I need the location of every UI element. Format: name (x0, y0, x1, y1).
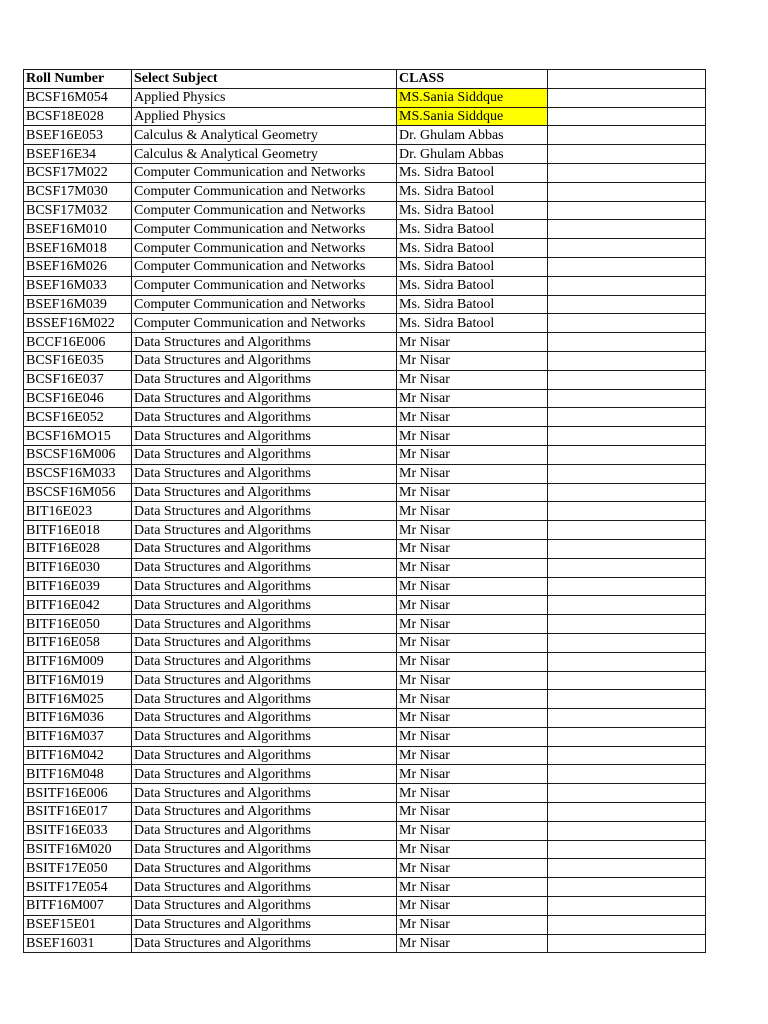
table-row (24, 88, 706, 107)
table-row (24, 765, 706, 784)
table-row (24, 539, 706, 558)
empty-cell (548, 351, 706, 370)
table-row (24, 709, 706, 728)
table-row (24, 163, 706, 182)
empty-cell (548, 840, 706, 859)
subject-cell: Data Structures and Algorithms (132, 615, 397, 634)
subject-cell: Data Structures and Algorithms (132, 897, 397, 916)
empty-cell (548, 821, 706, 840)
class-cell: Mr Nisar (397, 709, 548, 728)
table-header (24, 70, 706, 89)
table-row (24, 427, 706, 446)
roll-number-cell: BSEF16M026 (24, 257, 132, 276)
table-row (24, 521, 706, 540)
table-row (24, 145, 706, 164)
table-row (24, 859, 706, 878)
empty-cell (548, 333, 706, 352)
table-row (24, 107, 706, 126)
subject-cell: Computer Communication and Networks (132, 239, 397, 258)
subject-cell: Data Structures and Algorithms (132, 690, 397, 709)
roll-number-cell: BITF16E039 (24, 577, 132, 596)
class-cell: Ms. Sidra Batool (397, 295, 548, 314)
roll-number-cell: BITF16M009 (24, 652, 132, 671)
empty-cell (548, 539, 706, 558)
empty-cell (548, 727, 706, 746)
empty-cell (548, 596, 706, 615)
subject-cell: Data Structures and Algorithms (132, 671, 397, 690)
empty-cell (548, 709, 706, 728)
roll-number-cell: BCSF16M054 (24, 88, 132, 107)
subject-cell: Data Structures and Algorithms (132, 633, 397, 652)
table-row (24, 690, 706, 709)
subject-cell: Applied Physics (132, 107, 397, 126)
empty-cell (548, 88, 706, 107)
empty-cell (548, 163, 706, 182)
roll-number-cell: BITF16E042 (24, 596, 132, 615)
table-row (24, 257, 706, 276)
roll-number-cell: BSSEF16M022 (24, 314, 132, 333)
class-cell: Mr Nisar (397, 784, 548, 803)
class-cell: Mr Nisar (397, 934, 548, 953)
subject-cell: Data Structures and Algorithms (132, 502, 397, 521)
empty-cell (548, 314, 706, 333)
subject-cell: Data Structures and Algorithms (132, 558, 397, 577)
table-row (24, 840, 706, 859)
roll-number-cell: BSITF16M020 (24, 840, 132, 859)
empty-cell (548, 427, 706, 446)
table-row (24, 803, 706, 822)
class-cell: Mr Nisar (397, 746, 548, 765)
class-cell: Dr. Ghulam Abbas (397, 145, 548, 164)
table-row (24, 897, 706, 916)
table-row (24, 408, 706, 427)
table-row (24, 483, 706, 502)
table-row (24, 182, 706, 201)
subject-cell: Data Structures and Algorithms (132, 727, 397, 746)
subject-cell: Computer Communication and Networks (132, 257, 397, 276)
empty-cell (548, 464, 706, 483)
class-cell: Ms. Sidra Batool (397, 220, 548, 239)
roll-number-cell: BCSF16E052 (24, 408, 132, 427)
roll-number-cell: BCSF16E046 (24, 389, 132, 408)
class-cell: Mr Nisar (397, 333, 548, 352)
class-cell: Mr Nisar (397, 615, 548, 634)
class-cell: Mr Nisar (397, 483, 548, 502)
roll-number-cell: BSCSF16M056 (24, 483, 132, 502)
table-row (24, 671, 706, 690)
empty-cell (548, 577, 706, 596)
empty-cell (548, 615, 706, 634)
empty-cell (548, 765, 706, 784)
header-class: CLASS (397, 70, 548, 89)
subject-cell: Data Structures and Algorithms (132, 464, 397, 483)
table-row (24, 934, 706, 953)
class-cell: Mr Nisar (397, 727, 548, 746)
subject-cell: Data Structures and Algorithms (132, 521, 397, 540)
empty-cell (548, 859, 706, 878)
class-cell: Dr. Ghulam Abbas (397, 126, 548, 145)
empty-cell (548, 784, 706, 803)
table-row (24, 596, 706, 615)
roll-number-cell: BIT16E023 (24, 502, 132, 521)
table-row (24, 633, 706, 652)
table-row (24, 784, 706, 803)
empty-cell (548, 915, 706, 934)
roll-number-cell: BSEF16M039 (24, 295, 132, 314)
subject-cell: Computer Communication and Networks (132, 201, 397, 220)
class-cell: Ms. Sidra Batool (397, 257, 548, 276)
roll-number-cell: BCCF16E006 (24, 333, 132, 352)
table-row (24, 370, 706, 389)
class-cell: Mr Nisar (397, 840, 548, 859)
header-roll-number: Roll Number (24, 70, 132, 89)
subject-cell: Data Structures and Algorithms (132, 915, 397, 934)
subject-cell: Data Structures and Algorithms (132, 577, 397, 596)
class-cell: Mr Nisar (397, 558, 548, 577)
table-row (24, 615, 706, 634)
empty-cell (548, 295, 706, 314)
roll-number-cell: BITF16E058 (24, 633, 132, 652)
class-cell: Mr Nisar (397, 596, 548, 615)
roll-number-cell: BITF16M037 (24, 727, 132, 746)
table-row (24, 746, 706, 765)
roll-number-cell: BSEF15E01 (24, 915, 132, 934)
empty-cell (548, 690, 706, 709)
subject-cell: Data Structures and Algorithms (132, 765, 397, 784)
roll-number-cell: BITF16E028 (24, 539, 132, 558)
roll-number-cell: BSEF16E34 (24, 145, 132, 164)
empty-cell (548, 201, 706, 220)
table-row (24, 727, 706, 746)
table-row (24, 445, 706, 464)
roll-number-cell: BSITF17E050 (24, 859, 132, 878)
header-select-subject: Select Subject (132, 70, 397, 89)
subject-cell: Computer Communication and Networks (132, 163, 397, 182)
empty-cell (548, 257, 706, 276)
table-row (24, 652, 706, 671)
table-row (24, 821, 706, 840)
class-cell: Mr Nisar (397, 765, 548, 784)
empty-cell (548, 897, 706, 916)
empty-cell (548, 502, 706, 521)
roll-number-cell: BSCSF16M033 (24, 464, 132, 483)
subject-cell: Computer Communication and Networks (132, 295, 397, 314)
empty-cell (548, 126, 706, 145)
empty-cell (548, 145, 706, 164)
class-cell: Mr Nisar (397, 690, 548, 709)
subject-cell: Data Structures and Algorithms (132, 784, 397, 803)
empty-cell (548, 652, 706, 671)
class-cell: Mr Nisar (397, 351, 548, 370)
class-cell: Ms. Sidra Batool (397, 163, 548, 182)
roll-number-cell: BCSF18E028 (24, 107, 132, 126)
table-row (24, 502, 706, 521)
class-cell: Mr Nisar (397, 915, 548, 934)
subject-cell: Calculus & Analytical Geometry (132, 145, 397, 164)
table-row (24, 220, 706, 239)
empty-cell (548, 220, 706, 239)
empty-cell (548, 389, 706, 408)
roll-number-cell: BSEF16M033 (24, 276, 132, 295)
class-cell: Mr Nisar (397, 445, 548, 464)
class-cell: Mr Nisar (397, 539, 548, 558)
empty-cell (548, 408, 706, 427)
roll-number-cell: BSEF16E053 (24, 126, 132, 145)
roll-number-cell: BSEF16031 (24, 934, 132, 953)
subject-cell: Data Structures and Algorithms (132, 934, 397, 953)
subject-cell: Data Structures and Algorithms (132, 746, 397, 765)
roll-number-cell: BCSF17M030 (24, 182, 132, 201)
roll-number-cell: BCSF16E035 (24, 351, 132, 370)
class-cell: Mr Nisar (397, 803, 548, 822)
roll-number-cell: BITF16E050 (24, 615, 132, 634)
class-cell: Mr Nisar (397, 408, 548, 427)
subject-cell: Data Structures and Algorithms (132, 878, 397, 897)
table-row (24, 351, 706, 370)
roll-number-cell: BCSF16MO15 (24, 427, 132, 446)
class-cell: Mr Nisar (397, 633, 548, 652)
subject-cell: Data Structures and Algorithms (132, 333, 397, 352)
empty-cell (548, 934, 706, 953)
class-cell: Mr Nisar (397, 577, 548, 596)
subject-cell: Data Structures and Algorithms (132, 821, 397, 840)
table-row (24, 558, 706, 577)
class-cell: Mr Nisar (397, 464, 548, 483)
class-cell: Mr Nisar (397, 370, 548, 389)
table-row (24, 915, 706, 934)
table-row (24, 577, 706, 596)
empty-cell (548, 521, 706, 540)
roll-number-cell: BSEF16M018 (24, 239, 132, 258)
roll-number-cell: BSITF17E054 (24, 878, 132, 897)
roll-number-cell: BSEF16M010 (24, 220, 132, 239)
subject-cell: Applied Physics (132, 88, 397, 107)
class-cell: Mr Nisar (397, 502, 548, 521)
empty-cell (548, 558, 706, 577)
empty-cell (548, 633, 706, 652)
table-row (24, 276, 706, 295)
subject-cell: Computer Communication and Networks (132, 220, 397, 239)
subject-cell: Calculus & Analytical Geometry (132, 126, 397, 145)
roll-number-cell: BCSF17M032 (24, 201, 132, 220)
subject-cell: Data Structures and Algorithms (132, 859, 397, 878)
empty-cell (548, 483, 706, 502)
roll-number-cell: BSITF16E033 (24, 821, 132, 840)
header-empty (548, 70, 706, 89)
subject-cell: Data Structures and Algorithms (132, 389, 397, 408)
roll-number-cell: BITF16E018 (24, 521, 132, 540)
table-row (24, 389, 706, 408)
roll-number-cell: BITF16M042 (24, 746, 132, 765)
roll-number-cell: BCSF17M022 (24, 163, 132, 182)
class-cell: Mr Nisar (397, 389, 548, 408)
subject-cell: Data Structures and Algorithms (132, 445, 397, 464)
roll-number-cell: BITF16M048 (24, 765, 132, 784)
roll-number-cell: BITF16M036 (24, 709, 132, 728)
roll-number-cell: BITF16E030 (24, 558, 132, 577)
subject-cell: Computer Communication and Networks (132, 182, 397, 201)
subject-cell: Data Structures and Algorithms (132, 840, 397, 859)
table-row (24, 464, 706, 483)
subject-cell: Data Structures and Algorithms (132, 370, 397, 389)
class-cell: Mr Nisar (397, 427, 548, 446)
empty-cell (548, 671, 706, 690)
subject-cell: Data Structures and Algorithms (132, 427, 397, 446)
table-row (24, 295, 706, 314)
subject-cell: Data Structures and Algorithms (132, 351, 397, 370)
table-row (24, 201, 706, 220)
subject-cell: Data Structures and Algorithms (132, 652, 397, 671)
roll-number-cell: BITF16M019 (24, 671, 132, 690)
class-cell: MS.Sania Siddque (397, 107, 548, 126)
class-cell: Mr Nisar (397, 521, 548, 540)
table-row (24, 239, 706, 258)
roll-number-cell: BCSF16E037 (24, 370, 132, 389)
subject-cell: Data Structures and Algorithms (132, 709, 397, 728)
subject-cell: Data Structures and Algorithms (132, 596, 397, 615)
table-row (24, 126, 706, 145)
table-body (24, 88, 706, 953)
class-cell: Mr Nisar (397, 821, 548, 840)
class-cell: Mr Nisar (397, 859, 548, 878)
class-cell: MS.Sania Siddque (397, 88, 548, 107)
empty-cell (548, 445, 706, 464)
class-cell: Mr Nisar (397, 652, 548, 671)
subject-cell: Computer Communication and Networks (132, 276, 397, 295)
subject-cell: Data Structures and Algorithms (132, 483, 397, 502)
empty-cell (548, 746, 706, 765)
empty-cell (548, 276, 706, 295)
roll-number-cell: BSITF16E006 (24, 784, 132, 803)
subject-cell: Data Structures and Algorithms (132, 803, 397, 822)
class-cell: Ms. Sidra Batool (397, 276, 548, 295)
class-cell: Mr Nisar (397, 671, 548, 690)
class-cell: Ms. Sidra Batool (397, 182, 548, 201)
empty-cell (548, 803, 706, 822)
table-row (24, 333, 706, 352)
empty-cell (548, 878, 706, 897)
subject-cell: Computer Communication and Networks (132, 314, 397, 333)
class-cell: Mr Nisar (397, 897, 548, 916)
roll-number-cell: BITF16M007 (24, 897, 132, 916)
roster-table (23, 69, 706, 953)
class-cell: Ms. Sidra Batool (397, 239, 548, 258)
empty-cell (548, 370, 706, 389)
empty-cell (548, 107, 706, 126)
empty-cell (548, 182, 706, 201)
roll-number-cell: BSITF16E017 (24, 803, 132, 822)
class-cell: Ms. Sidra Batool (397, 314, 548, 333)
roll-number-cell: BITF16M025 (24, 690, 132, 709)
header-row (24, 70, 706, 89)
class-cell: Mr Nisar (397, 878, 548, 897)
table-row (24, 878, 706, 897)
class-cell: Ms. Sidra Batool (397, 201, 548, 220)
subject-cell: Data Structures and Algorithms (132, 539, 397, 558)
table-row (24, 314, 706, 333)
subject-cell: Data Structures and Algorithms (132, 408, 397, 427)
roll-number-cell: BSCSF16M006 (24, 445, 132, 464)
empty-cell (548, 239, 706, 258)
